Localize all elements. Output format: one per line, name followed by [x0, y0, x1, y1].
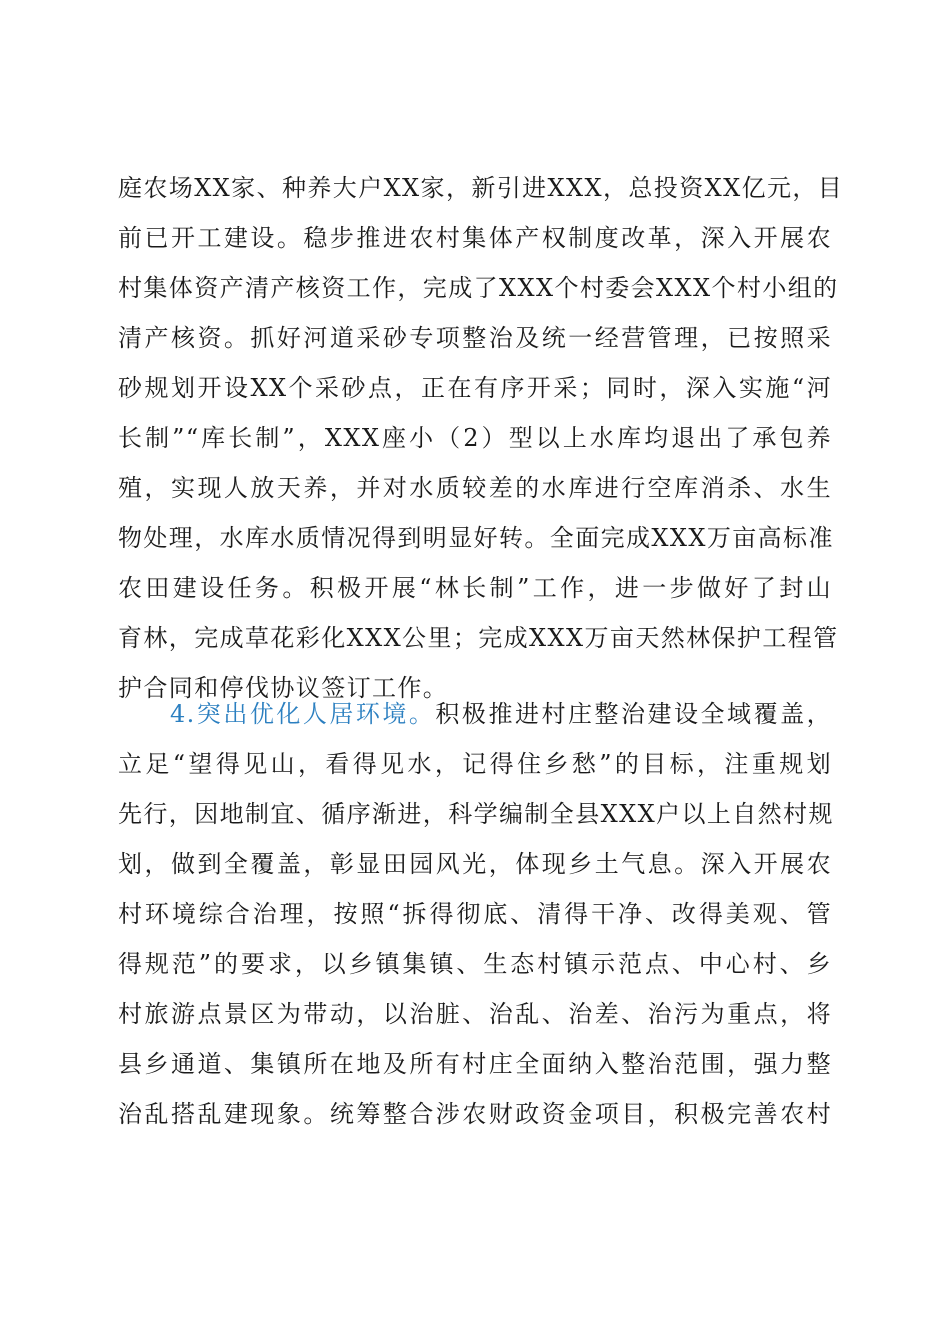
- paragraph-1: [118, 163, 844, 713]
- paragraph-2-line: 县乡通道、集镇所在地及所有村庄全面纳入整治范围，强力整: [118, 1050, 832, 1078]
- paragraph-1-line: 村集体资产清产核资工作，完成了XXX个村委会XXX个村小组的: [118, 274, 839, 302]
- paragraph-2-line: 得规范”的要求，以乡镇集镇、生态村镇示范点、中心村、乡: [118, 950, 832, 978]
- paragraph-1-line: 殖，实现人放天养，并对水质较差的水库进行空库消杀、水生: [118, 474, 832, 502]
- paragraph-2-line: 划，做到全覆盖，彰显田园风光，体现乡土气息。深入开展农: [118, 850, 832, 878]
- paragraph-1-line: 物处理，水库水质情况得到明显好转。全面完成XXX万亩高标准: [118, 524, 834, 552]
- paragraph-2-line: 治乱搭乱建现象。统筹整合涉农财政资金项目，积极完善农村: [118, 1100, 832, 1128]
- paragraph-1-line: 庭农场XX家、种养大户XX家，新引进XXX，总投资XX亿元，目: [118, 174, 844, 202]
- paragraph-2-line: 村环境综合治理，按照“拆得彻底、清得干净、改得美观、管: [118, 900, 832, 928]
- paragraph-1-line: 清产核资。抓好河道采砂专项整治及统一经营管理，已按照采: [118, 324, 832, 352]
- paragraph-1-line: 育林，完成草花彩化XXX公里；完成XXX万亩天然林保护工程管: [118, 624, 839, 652]
- paragraph-1-line: 长制”“库长制”，XXX座小（2）型以上水库均退出了承包养: [118, 424, 832, 452]
- paragraph-1-line: 砂规划开设XX个采砂点，正在有序开采；同时，深入实施“河: [118, 374, 832, 402]
- paragraph-2-line: 立足“望得见山，看得见水，记得住乡愁”的目标，注重规划: [118, 750, 832, 778]
- paragraph-2-first-line-text: 积极推进村庄整治建设全域覆盖，: [435, 700, 832, 728]
- paragraph-2: [118, 689, 832, 1139]
- section-heading: 4.突出优化人居环境。: [170, 700, 436, 728]
- paragraph-2-line: 先行，因地制宜、循序渐进，科学编制全县XXX户以上自然村规: [118, 800, 834, 828]
- paragraph-1-line: 前已开工建设。稳步推进农村集体产权制度改革，深入开展农: [118, 224, 832, 252]
- paragraph-2-line: 村旅游点景区为带动，以治脏、治乱、治差、治污为重点，将: [118, 1000, 832, 1028]
- paragraph-2-first-line: [118, 689, 832, 739]
- paragraph-1-line: 农田建设任务。积极开展“林长制”工作，进一步做好了封山: [118, 574, 832, 602]
- paragraph-1-line: 护合同和停伐协议签订工作。: [118, 674, 449, 702]
